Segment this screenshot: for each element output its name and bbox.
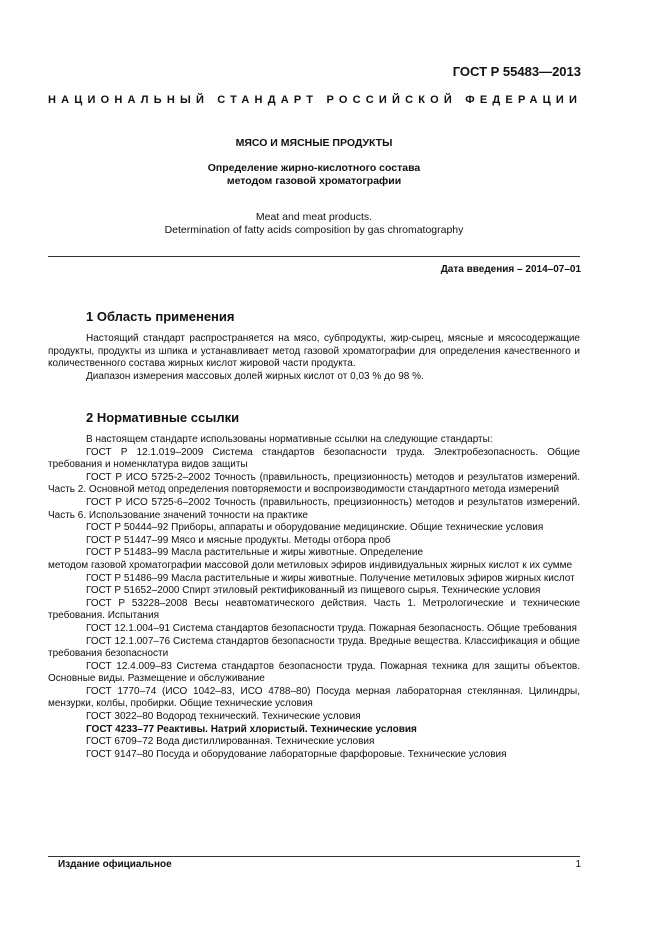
paragraph: Настоящий стандарт распространяется на мясо, субпродукты, жир-сырец, мясные и мясосодержащие продукты, продукты из шпика и устанавливает метод газовой хроматографии для определения качественного и количественного состава жирных кислот жировой части продукта. [48,333,580,370]
subtitle-ru-line-2: методом газовой хроматографии [226,175,402,187]
reference-item: ГОСТ Р ИСО 5725-6–2002 Точность (правильность, прецизионность) методов и результатов измерений. Часть 6. Использование значений точности на практике [48,496,580,521]
introduction-date: Дата введения – 2014–07–01 [440,264,581,275]
reference-item: ГОСТ 12.1.004–91 Система стандартов безопасности труда. Пожарная безопасность. Общие требования [86,622,577,634]
page-number: 1 [575,859,581,870]
subtitle-ru [48,162,580,188]
standard-number: ГОСТ Р 55483—2013 [452,64,581,79]
reference-item: ГОСТ Р 51652–2000 Спирт этиловый ректификованный из пищевого сырья. Технические условия [86,585,541,597]
reference-item: ГОСТ 9147–80 Посуда и оборудование лабораторные фарфоровые. Технические условия [86,748,507,760]
reference-item-continuation: методом газовой хроматографии массовой доли метиловых эфиров индивидуальных жирных кислот к их сумме [48,559,573,571]
national-standard-banner: НАЦИОНАЛЬНЫЙ СТАНДАРТ РОССИЙСКОЙ ФЕДЕРАЦИИ [48,94,583,106]
section-heading-references: 2 Нормативные ссылки [86,410,240,425]
reference-item: ГОСТ Р 50444–92 Приборы, аппараты и оборудование медицинские. Общие технические условия [86,522,544,534]
reference-item: ГОСТ 6709–72 Вода дистиллированная. Технические условия [86,736,375,748]
divider-top [48,256,580,257]
reference-item: ГОСТ 3022–80 Водород технический. Технические условия [86,711,361,723]
paragraph: Диапазон измерения массовых долей жирных кислот от 0,03 % до 98 %. [86,370,424,382]
reference-item: ГОСТ Р 12.1.019–2009 Система стандартов безопасности труда. Электробезопасность. Общие требования и номенклатура видов защиты [48,446,580,471]
reference-item: ГОСТ Р 51486–99 Масла растительные и жиры животные. Получение метиловых эфиров жирных кислот [86,572,575,584]
reference-item: ГОСТ Р 51447–99 Мясо и мясные продукты. Методы отбора проб [86,534,391,546]
reference-item: ГОСТ Р ИСО 5725-2–2002 Точность (правильность, прецизионность) методов и результатов измерений. Часть 2. Основной метод определения повторяемости и воспроизводимости стандартного метода измерений [48,471,580,496]
section-normative-references [48,410,580,761]
paragraph: В настоящем стандарте использованы нормативные ссылки на следующие стандарты: [86,434,493,445]
section-scope [48,309,580,383]
title-ru: МЯСО И МЯСНЫЕ ПРОДУКТЫ [235,137,393,149]
reference-item: ГОСТ 1770–74 (ИСО 1042–83, ИСО 4788–80) Посуда мерная лабораторная стеклянная. Цилиндры, мензурки, колбы, пробирки. Общие технические условия [48,685,580,710]
reference-item: ГОСТ 12.4.009–83 Система стандартов безопасности труда. Пожарная техника для защиты объектов. Основные виды. Размещение и обслуживание [48,660,580,685]
edition-label: Издание официальное [58,859,172,870]
title-en-line-1: Meat and meat products. [255,211,373,223]
title-en-line-2: Determination of fatty acids composition by gas chromatography [164,224,464,236]
reference-item-bold: ГОСТ 4233–77 Реактивы. Натрий хлористый. Технические условия [86,723,417,735]
title-en [48,211,580,237]
subtitle-ru-line-1: Определение жирно-кислотного состава [207,162,421,174]
divider-bottom [48,856,580,857]
section-heading-scope: 1 Область применения [86,309,235,324]
reference-item: ГОСТ 12.1.007–76 Система стандартов безопасности труда. Вредные вещества. Классификация и общие требования безопасности [48,635,580,660]
reference-item: ГОСТ Р 53228–2008 Весы неавтоматического действия. Часть 1. Метрологические и технические требования. Испытания [48,597,580,622]
reference-item: ГОСТ Р 51483–99 Масла растительные и жиры животные. Определение [86,547,424,559]
